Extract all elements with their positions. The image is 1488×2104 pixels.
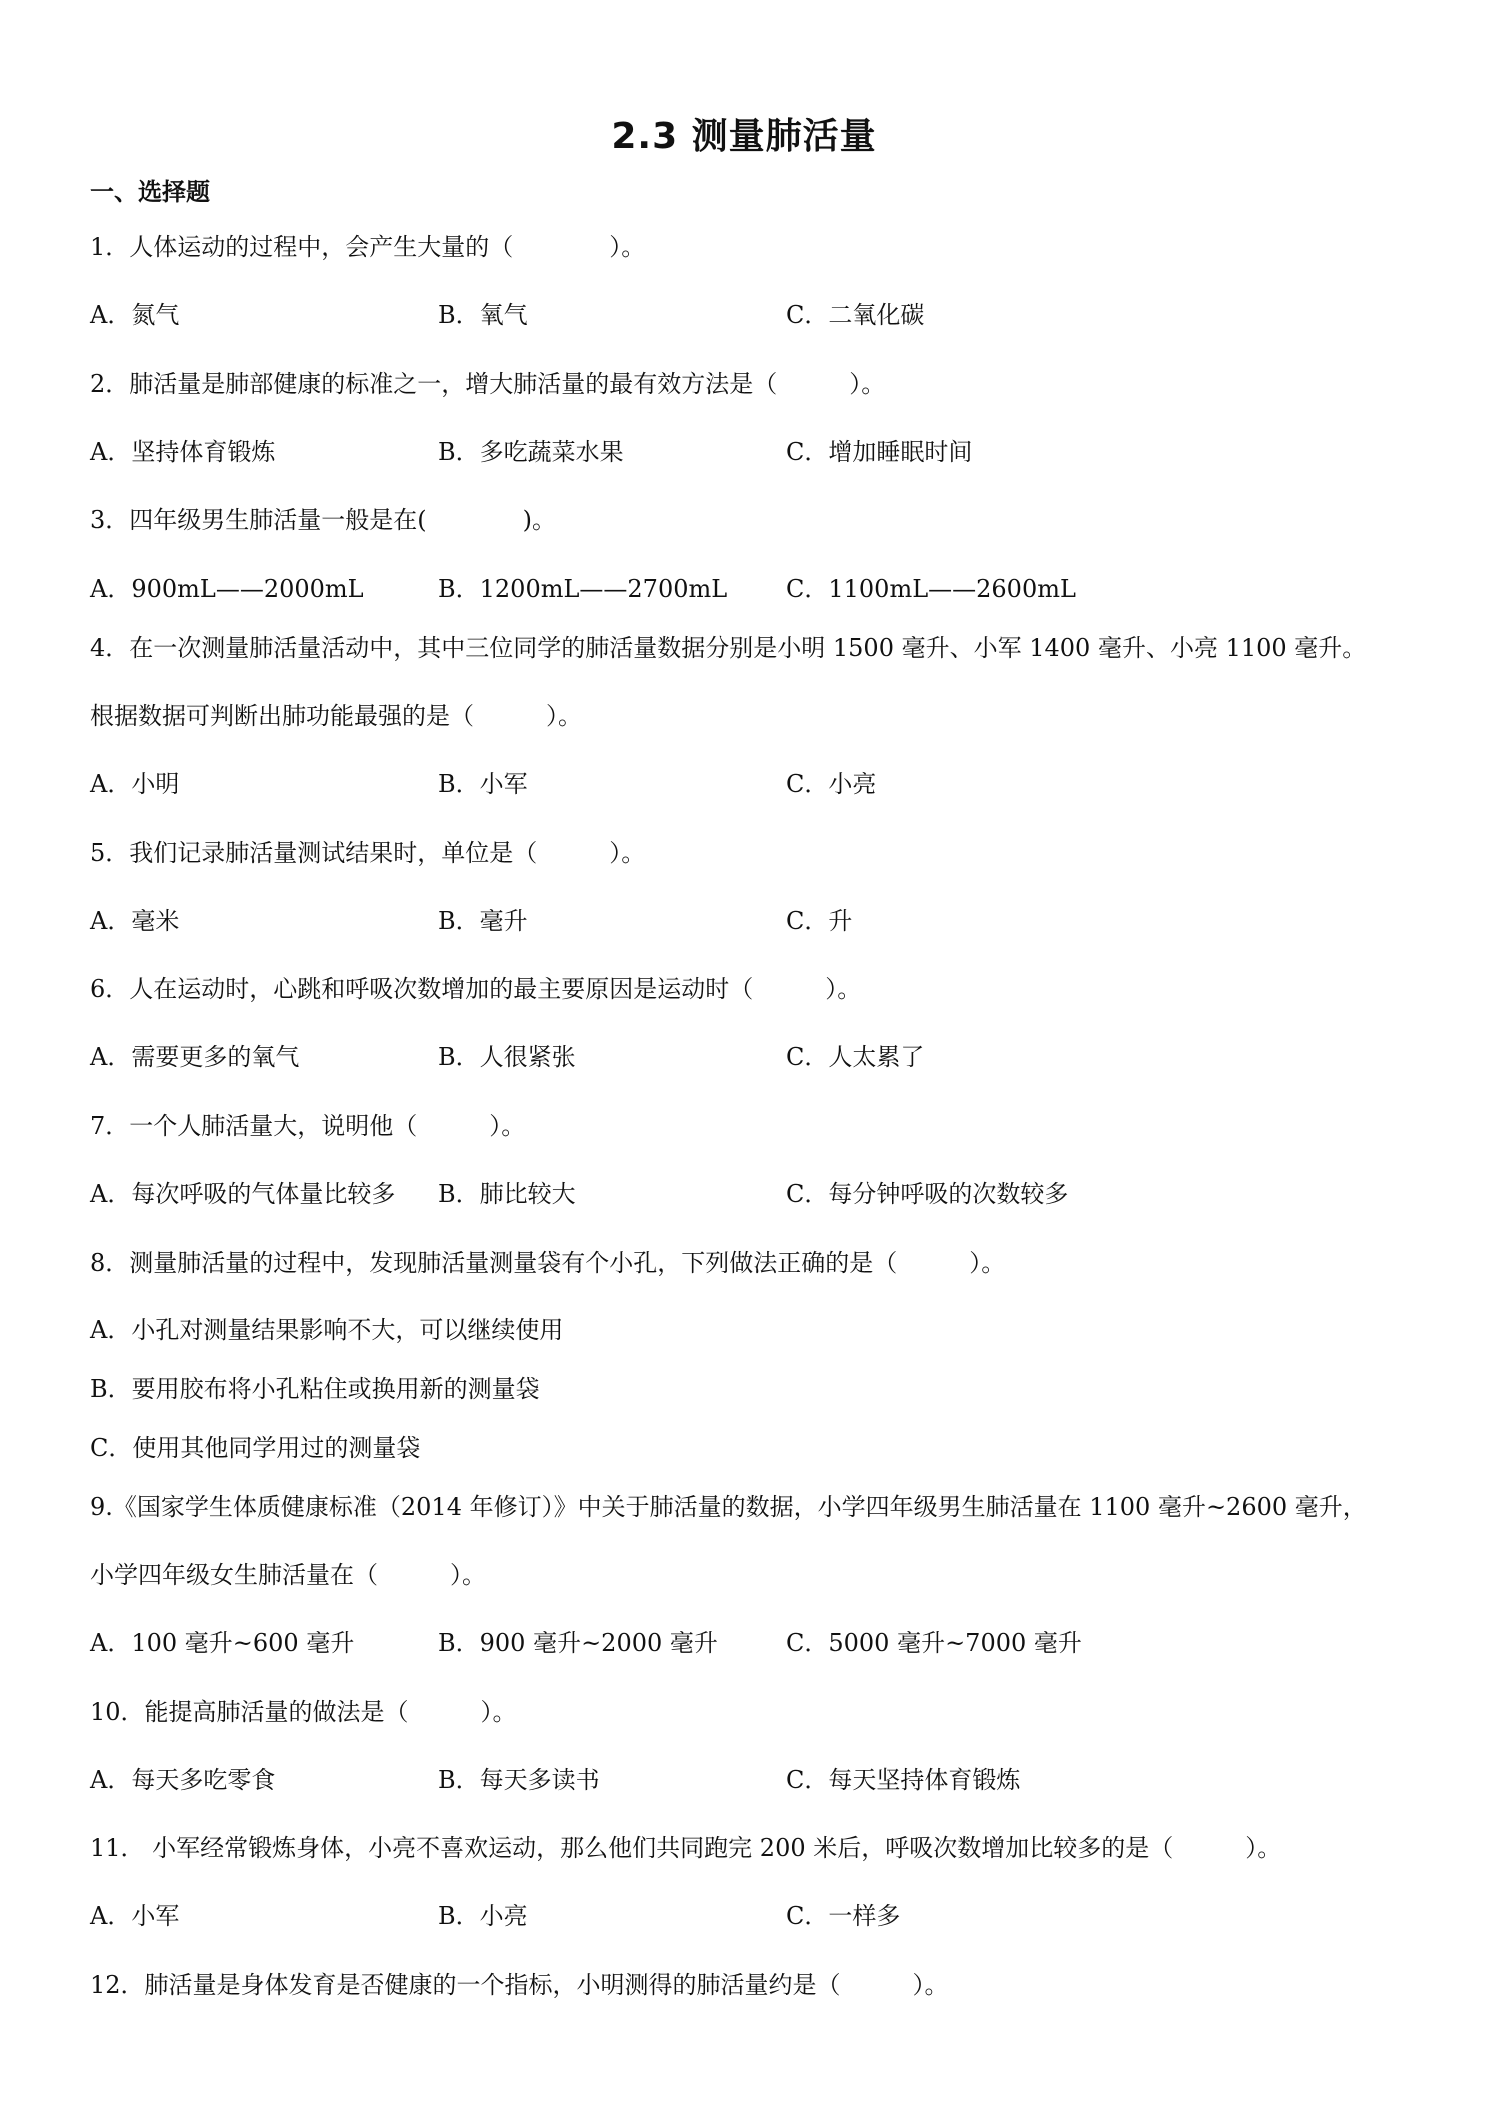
question-5-options	[90, 905, 1430, 937]
question-6-options	[90, 1041, 1430, 1073]
option-a: A．氮气	[90, 301, 180, 329]
question-3-options	[90, 573, 1430, 605]
question-10-options	[90, 1764, 1430, 1796]
question-2: 2．肺活量是肺部健康的标准之一，增大肺活量的最有效方法是（ ）。	[90, 370, 886, 398]
option-a: A．每天多吃零食	[90, 1766, 276, 1794]
option-a: A．小军	[90, 1902, 180, 1930]
question-12: 12．肺活量是身体发育是否健康的一个指标，小明测得的肺活量约是（ ）。	[90, 1971, 949, 1999]
question-8-option-c: C．使用其他同学用过的测量袋	[90, 1434, 421, 1462]
question-8: 8．测量肺活量的过程中，发现肺活量测量袋有个小孔，下列做法正确的是（ ）。	[90, 1249, 1006, 1277]
option-b: B．肺比较大	[438, 1180, 576, 1208]
option-a: A．每次呼吸的气体量比较多	[90, 1180, 396, 1208]
question-7-options	[90, 1178, 1430, 1210]
option-a: A．100 毫升~600 毫升	[90, 1629, 355, 1657]
option-c: C．小亮	[786, 770, 877, 798]
option-c: C．升	[786, 907, 853, 935]
option-b: B．毫升	[438, 907, 528, 935]
option-b: B．小军	[438, 770, 528, 798]
question-1-options	[90, 299, 1430, 331]
option-a: A．小明	[90, 770, 180, 798]
question-8-option-a: A．小孔对测量结果影响不大，可以继续使用	[90, 1316, 564, 1344]
option-a: A．900mL——2000mL	[90, 575, 364, 603]
question-2-options	[90, 436, 1430, 468]
section-heading: 一、选择题	[90, 178, 210, 206]
option-b: B．1200mL——2700mL	[438, 575, 728, 603]
option-c: C．1100mL——2600mL	[786, 575, 1076, 603]
question-9-options	[90, 1627, 1430, 1659]
question-7: 7．一个人肺活量大，说明他（ ）。	[90, 1112, 526, 1140]
question-9-line-1: 9.《国家学生体质健康标准（2014 年修订）》中关于肺活量的数据，小学四年级男生肺活量在 1100 毫升~2600 毫升，	[90, 1493, 1367, 1521]
question-1: 1．人体运动的过程中，会产生大量的（ ）。	[90, 233, 646, 261]
question-5: 5．我们记录肺活量测试结果时，单位是（ ）。	[90, 839, 646, 867]
option-c: C．一样多	[786, 1902, 901, 1930]
option-c: C．5000 毫升~7000 毫升	[786, 1629, 1082, 1657]
question-9-line-2: 小学四年级女生肺活量在（ ）。	[90, 1561, 486, 1589]
option-a: A．毫米	[90, 907, 180, 935]
option-c: C．每分钟呼吸的次数较多	[786, 1180, 1069, 1208]
option-a: A．坚持体育锻炼	[90, 438, 276, 466]
option-b: B．氧气	[438, 301, 528, 329]
option-b: B．900 毫升~2000 毫升	[438, 1629, 718, 1657]
option-c: C．二氧化碳	[786, 301, 925, 329]
option-b: B．每天多读书	[438, 1766, 600, 1794]
option-c: C．增加睡眠时间	[786, 438, 973, 466]
option-a: A．需要更多的氧气	[90, 1043, 300, 1071]
question-4-line-1: 4．在一次测量肺活量活动中，其中三位同学的肺活量数据分别是小明 1500 毫升、小军 1400 毫升、小亮 1100 毫升。	[90, 634, 1367, 662]
option-c: C．人太累了	[786, 1043, 925, 1071]
question-10: 10．能提高肺活量的做法是（ ）。	[90, 1698, 517, 1726]
question-4-options	[90, 768, 1430, 800]
question-8-option-b: B．要用胶布将小孔粘住或换用新的测量袋	[90, 1375, 540, 1403]
option-b: B．多吃蔬菜水果	[438, 438, 624, 466]
question-6: 6．人在运动时，心跳和呼吸次数增加的最主要原因是运动时（ ）。	[90, 975, 862, 1003]
option-c: C．每天坚持体育锻炼	[786, 1766, 1021, 1794]
question-4-line-2: 根据数据可判断出肺功能最强的是（ ）。	[90, 702, 582, 730]
question-11-options	[90, 1900, 1430, 1932]
question-11: 11． 小军经常锻炼身体，小亮不喜欢运动，那么他们共同跑完 200 米后，呼吸次数增加比较多的是（ ）。	[90, 1834, 1282, 1862]
option-b: B．人很紧张	[438, 1043, 576, 1071]
option-b: B．小亮	[438, 1902, 528, 1930]
question-3: 3．四年级男生肺活量一般是在( )。	[90, 506, 556, 534]
page-title: 2.3 测量肺活量	[611, 116, 877, 157]
